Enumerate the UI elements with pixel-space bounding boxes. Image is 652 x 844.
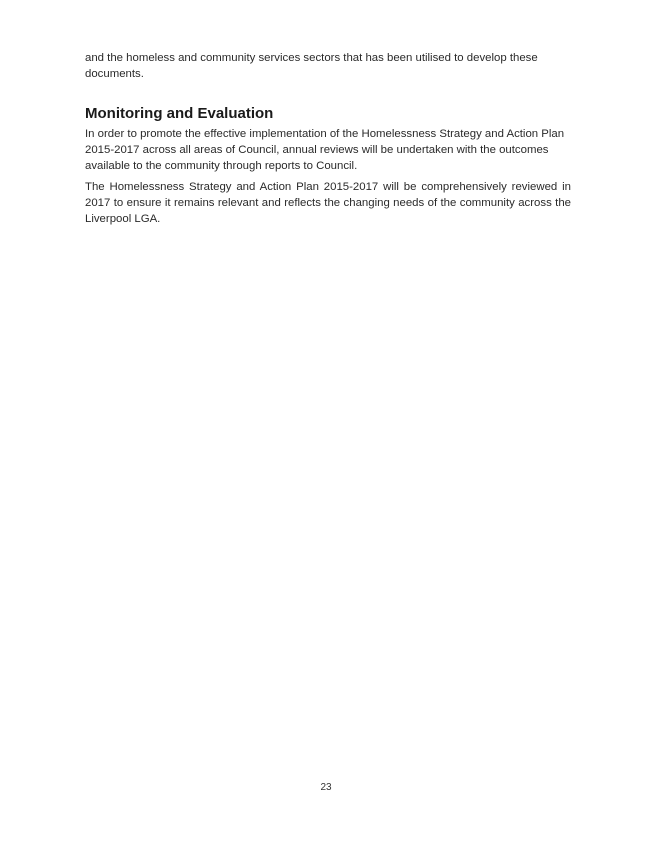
continued-paragraph: and the homeless and community services sectors that has been utilised to develop these documents. [85, 52, 538, 80]
monitoring-paragraph: In order to promote the effective implementation of the Homelessness Strategy and Action Plan 2015-2017 across all areas of Council, annual reviews will be undertaken with the outcomes available to the community through reports to Council. [85, 128, 565, 172]
review-paragraph: The Homelessness Strategy and Action Plan 2015-2017 will be comprehensively reviewed in 2017 to ensure it remains relevant and reflects the changing needs of the community across the Liverpool LGA. [85, 181, 571, 225]
section-heading: Monitoring and Evaluation [85, 105, 274, 122]
page-number: 23 [320, 782, 332, 793]
